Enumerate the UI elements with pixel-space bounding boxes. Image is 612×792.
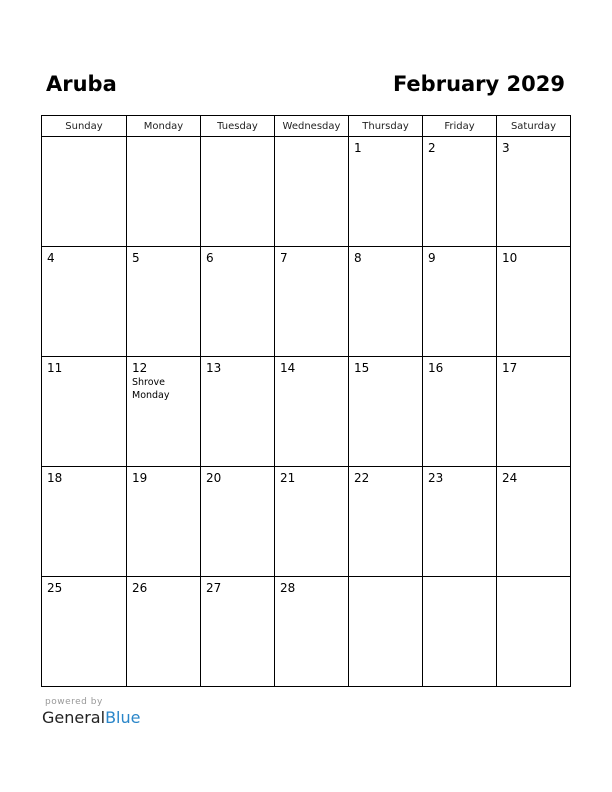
- day-cell: [201, 577, 275, 687]
- weekday-monday: Monday: [127, 116, 201, 137]
- day-number: 10: [502, 251, 518, 265]
- day-cell: [497, 137, 571, 247]
- day-number: 15: [354, 361, 370, 375]
- day-number: 18: [47, 471, 63, 485]
- day-number: 27: [206, 581, 222, 595]
- day-number: [423, 577, 496, 581]
- week-row: [42, 577, 571, 687]
- day-number: 20: [206, 471, 222, 485]
- country-title: Aruba: [46, 72, 117, 96]
- calendar-grid: [41, 115, 571, 687]
- day-cell: [423, 577, 497, 687]
- day-number: [349, 577, 422, 581]
- day-number: 2: [428, 141, 436, 155]
- day-cell: [423, 357, 497, 467]
- holiday-label: Shrove: [132, 377, 166, 388]
- day-cell: [127, 577, 201, 687]
- day-cell: [275, 137, 349, 247]
- weekday-header-row: [42, 116, 571, 137]
- day-number: 22: [354, 471, 370, 485]
- day-cell: [42, 137, 127, 247]
- holiday-label: Monday: [132, 390, 170, 401]
- day-cell: [497, 247, 571, 357]
- day-cell: [275, 247, 349, 357]
- day-cell: [127, 467, 201, 577]
- day-cell: [423, 137, 497, 247]
- day-number: [127, 137, 200, 141]
- weekday-tuesday: Tuesday: [201, 116, 275, 137]
- day-number: 7: [280, 251, 288, 265]
- day-number: [201, 137, 274, 141]
- day-number: 21: [280, 471, 296, 485]
- day-cell: [201, 137, 275, 247]
- month-year-title: February 2029: [392, 72, 565, 96]
- day-number: 17: [502, 361, 518, 375]
- day-number: 28: [280, 581, 296, 595]
- day-number: 6: [206, 251, 214, 265]
- day-cell: [42, 357, 127, 467]
- day-number: 19: [132, 471, 148, 485]
- day-cell: [127, 137, 201, 247]
- day-number: 13: [206, 361, 222, 375]
- generalblue-logo[interactable]: [42, 708, 140, 727]
- weekday-wednesday: Wednesday: [275, 116, 349, 137]
- week-row: [42, 137, 571, 247]
- day-number: 9: [428, 251, 436, 265]
- day-number: 5: [132, 251, 140, 265]
- day-cell: [127, 247, 201, 357]
- day-number: 1: [354, 141, 362, 155]
- day-cell: [201, 247, 275, 357]
- day-number: 4: [47, 251, 55, 265]
- day-number: 24: [502, 471, 518, 485]
- brand-blue-text: Blue: [105, 708, 141, 727]
- day-cell: [349, 137, 423, 247]
- day-number: [42, 137, 126, 141]
- day-cell: [497, 357, 571, 467]
- day-cell: [349, 577, 423, 687]
- powered-by-text: powered by: [45, 697, 103, 707]
- week-row: [42, 467, 571, 577]
- day-number: 8: [354, 251, 362, 265]
- weekday-friday: Friday: [423, 116, 497, 137]
- day-number: [497, 577, 570, 581]
- day-number: 26: [132, 581, 148, 595]
- week-row: [42, 247, 571, 357]
- day-number: 14: [280, 361, 296, 375]
- day-cell: [275, 577, 349, 687]
- day-cell: [201, 357, 275, 467]
- day-cell: [42, 467, 127, 577]
- day-cell: [349, 357, 423, 467]
- day-cell: [201, 467, 275, 577]
- day-cell: [497, 467, 571, 577]
- day-cell: [42, 577, 127, 687]
- week-row: [42, 357, 571, 467]
- day-cell: [275, 467, 349, 577]
- day-cell: [423, 247, 497, 357]
- day-number: 23: [428, 471, 444, 485]
- day-cell: [497, 577, 571, 687]
- day-number: 16: [428, 361, 444, 375]
- day-cell: [349, 467, 423, 577]
- weekday-sunday: Sunday: [42, 116, 127, 137]
- brand-general-text: General: [42, 708, 106, 727]
- day-number: 25: [47, 581, 63, 595]
- day-cell: [42, 247, 127, 357]
- day-number: 11: [47, 361, 63, 375]
- day-cell: [423, 467, 497, 577]
- day-number: [275, 137, 348, 141]
- day-number: 3: [502, 141, 510, 155]
- weekday-saturday: Saturday: [497, 116, 571, 137]
- weekday-thursday: Thursday: [349, 116, 423, 137]
- day-cell: [349, 247, 423, 357]
- day-cell: [275, 357, 349, 467]
- day-cell: [127, 357, 201, 467]
- day-number: 12: [132, 361, 148, 375]
